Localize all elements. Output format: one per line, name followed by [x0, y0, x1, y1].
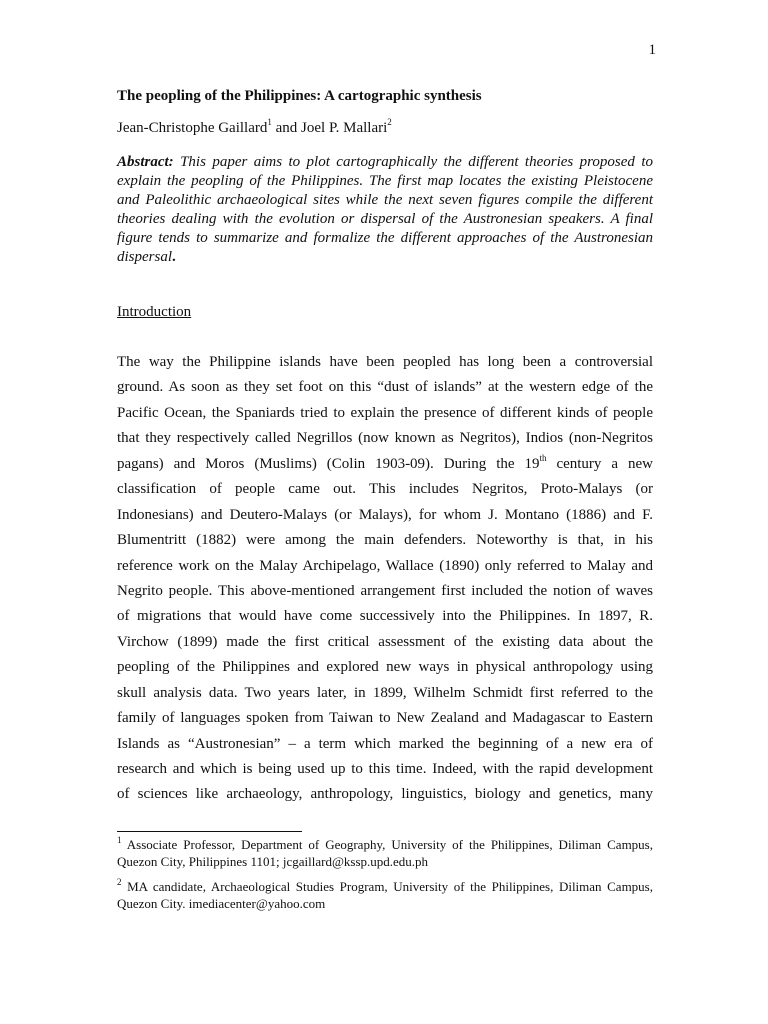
body-line: Pacific Ocean, the Spaniards tried to explain the presence of different kinds of people: [117, 404, 653, 421]
abstract-end: .: [172, 249, 176, 265]
abstract-text: This paper aims to plot cartographically the different theories proposed to explain the peopling of the Philippines. The first map locates the existing Pleistocene and Paleolithic archaeological sites while the next seven figures compile the different theories dealing with the evolution or dispersal of the Austronesian speakers. A final figure tends to summarize and formalize the different approaches of the Austronesian dispersal: [117, 154, 653, 265]
body-line: ground. As soon as they set foot on this “dust of islands” at the western edge of the: [117, 379, 653, 396]
footnote-marker: 1: [117, 834, 122, 845]
body-line: skull analysis data. Two years later, in 1899, Wilhelm Schmidt first referred to the: [117, 684, 653, 701]
author-connector: and: [271, 120, 302, 136]
author-name: Jean-Christophe Gaillard: [117, 120, 268, 136]
body-line: reference work on the Malay Archipelago, Wallace (1890) only referred to Malay and: [117, 557, 653, 574]
footnote: [117, 878, 653, 912]
footnote-line: Quezon City, Philippines 1101; jcgaillard@kssp.upd.edu.ph: [117, 854, 429, 869]
body-text: century a new: [546, 455, 653, 472]
abstract-label: Abstract:: [117, 154, 174, 170]
page-number: 1: [648, 42, 656, 58]
body-line: Negrito people. This above-mentioned arrangement first included the notion of waves: [117, 582, 653, 599]
footnote-marker: 2: [117, 876, 122, 887]
footnote-text: Associate Professor, Department of Geography, University of the Philippines, Diliman Campus,: [121, 837, 653, 852]
body-line: Indonesians) and Deutero-Malays (or Malays), for whom J. Montano (1886) and F.: [117, 506, 653, 523]
footnote-divider: [117, 831, 302, 832]
footnote: [117, 836, 653, 870]
author-line: [117, 117, 392, 137]
superscript: th: [539, 452, 547, 463]
abstract: [117, 153, 653, 267]
body-line: peopling of the Philippines and explored new ways in physical anthropology using: [117, 659, 653, 676]
footnote-line: Quezon City. imediacenter@yahoo.com: [117, 896, 326, 911]
footnote-text: MA candidate, Archaeological Studies Program, University of the Philippines, Diliman Campus,: [121, 879, 653, 894]
body-line: of sciences like archaeology, anthropology, linguistics, biology and genetics, many: [117, 786, 653, 803]
body-line: classification of people came out. This includes Negritos, Proto-Malays (or: [117, 481, 653, 498]
footnote-marker: 2: [387, 117, 392, 127]
footnote-marker: 1: [267, 117, 272, 127]
footnote-line: [117, 878, 653, 895]
section-heading: Introduction: [117, 304, 192, 320]
body-line: Virchow (1899) made the first critical assessment of the existing data about the: [117, 633, 653, 650]
body-text: pagans) and Moros (Muslims) (Colin 1903-09). During the 19: [117, 455, 540, 472]
body-line: research and which is being used up to this time. Indeed, with the rapid development: [117, 761, 653, 777]
body-line: [117, 452, 653, 477]
body-line: family of languages spoken from Taiwan to New Zealand and Madagascar to Eastern: [117, 710, 653, 727]
body-line: The way the Philippine islands have been peopled has long been a controversial: [117, 354, 653, 370]
footnote-line: [117, 836, 653, 853]
body-line: of migrations that would have come successively into the Philippines. In 1897, R.: [117, 608, 653, 625]
body-line: Blumentritt (1882) were among the main defenders. Noteworthy is that, in his: [117, 532, 653, 549]
body-line: Islands as “Austronesian” – a term which marked the beginning of a new era of: [117, 735, 653, 752]
paper-title: The peopling of the Philippines: A cartographic synthesis: [117, 88, 482, 104]
body-paragraph: [117, 350, 653, 808]
body-line: that they respectively called Negrillos (now known as Negritos), Indios (non-Negritos: [117, 430, 653, 447]
author-name: Joel P. Mallari: [301, 120, 388, 136]
